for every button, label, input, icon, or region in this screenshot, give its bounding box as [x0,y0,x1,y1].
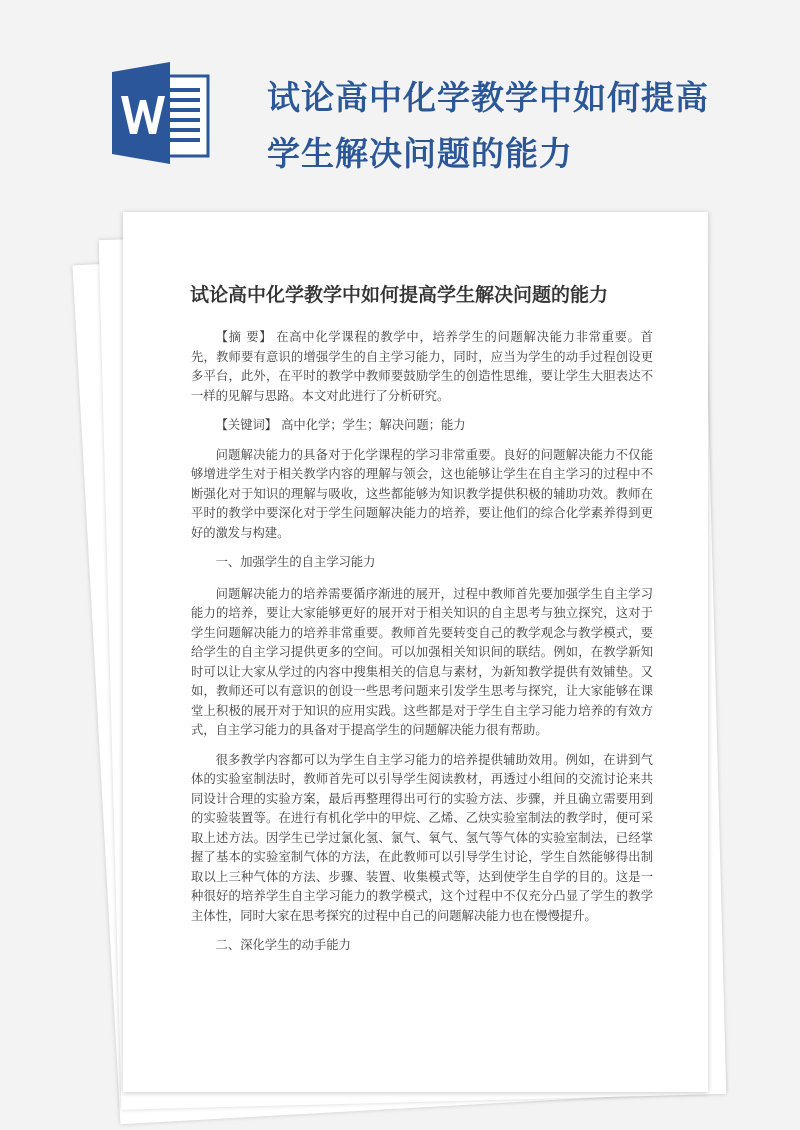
document-title: 试论高中化学教学中如何提高学生解决问题的能力 [190,284,609,306]
section-1-paragraph-1: 问题解决能力的培养需要循序渐进的展开，过程中教师首先要加强学生自主学习能力的培养，要让大家能够更好的展开对于相关知识的自主思考与独立探究，这对于学生问题解决能力的培养非常重要。教师首先要转变自己的教学观念与教学模式，要给学生的自主学习提供更多的空间。可以加强相关知识间的联结。例如，在教学新知时可以让大家从学过的内容中搜集相关的信息与素材，为新知教学提供有效铺垫。又如，教师还可以有意识的创设一些思考问题来引发学生思考与探究，让大家能够在课堂上积极的展开对于知识的应用实践。这些都是对于学生自主学习能力培养的有效方式，自主学习能力的具备对于提高学生的问题解决能力很有帮助。 [191,586,653,737]
section-1-paragraph-2: 很多教学内容都可以为学生自主学习能力的培养提供辅助效用。例如，在讲到气体的实验室制法时，教师首先可以引导学生阅读教材，再透过小组间的交流讨论来共同设计合理的实验方案，最后再整理得出可行的实验方法、步骤，并且确立需要用到的实验装置等。在进行有机化学中的甲烷、乙烯、乙炔实验室制法的教学时，便可采取上述方法。因学生已学过氯化氢、氯气、氧气、氢气等气体的实验室制法，已经掌握了基本的实验室制气体的方法，在此教师可以引导学生讨论，学生自然能够得出制取以上三种气体的方法、步骤、装置、收集模式等，达到使学生自学的目的。这是一种很好的培养学生自主学习能力的教学模式，这个过程中不仅充分凸显了学生的教学主体性，同时大家在思考探究的过程中自己的问题解决能力也在慢慢提升。 [191,752,653,923]
intro-paragraph: 问题解决能力的具备对于化学课程的学习非常重要。良好的问题解决能力不仅能够增进学生对于相关教学内容的理解与领会，这也能够让学生在自主学习的过程中不断强化对于知识的理解与吸收，这些都能够为知识教学提供积极的辅助功效。教师在平时的教学中要深化对于学生问题解决能力的培养，要让他们的综合化学素养得到更好的激发与构建。 [191,447,653,540]
abstract-paragraph [191,328,653,406]
document-page [123,212,708,1092]
keywords-label: 【关键词】 [215,418,278,432]
banner-title-line-1: 试论高中化学教学中如何提高 [267,78,709,117]
banner-title-line-2: 学生解决问题的能力 [267,134,573,173]
section-1-heading: 一、加强学生的自主学习能力 [215,555,376,569]
keywords-text: 高中化学；学生；解决问题；能力 [281,418,466,432]
abstract-text: 在高中化学课程的教学中，培养学生的问题解决能力非常重要。首先，教师要有意识的增强学生的自主学习能力，同时，应当为学生的动手过程创设更多平台，此外，在平时的教学中教师要鼓励学生的创造性思维，要让学生大胆表达不一样的见解与思路。本文对此进行了分析研究。 [191,330,653,403]
document-body [191,328,653,968]
header-banner [0,0,800,200]
section-2-heading: 二、深化学生的动手能力 [215,938,351,952]
keywords-paragraph [191,416,653,436]
abstract-label: 【摘 要】 [215,330,273,344]
word-document-icon [108,58,218,168]
